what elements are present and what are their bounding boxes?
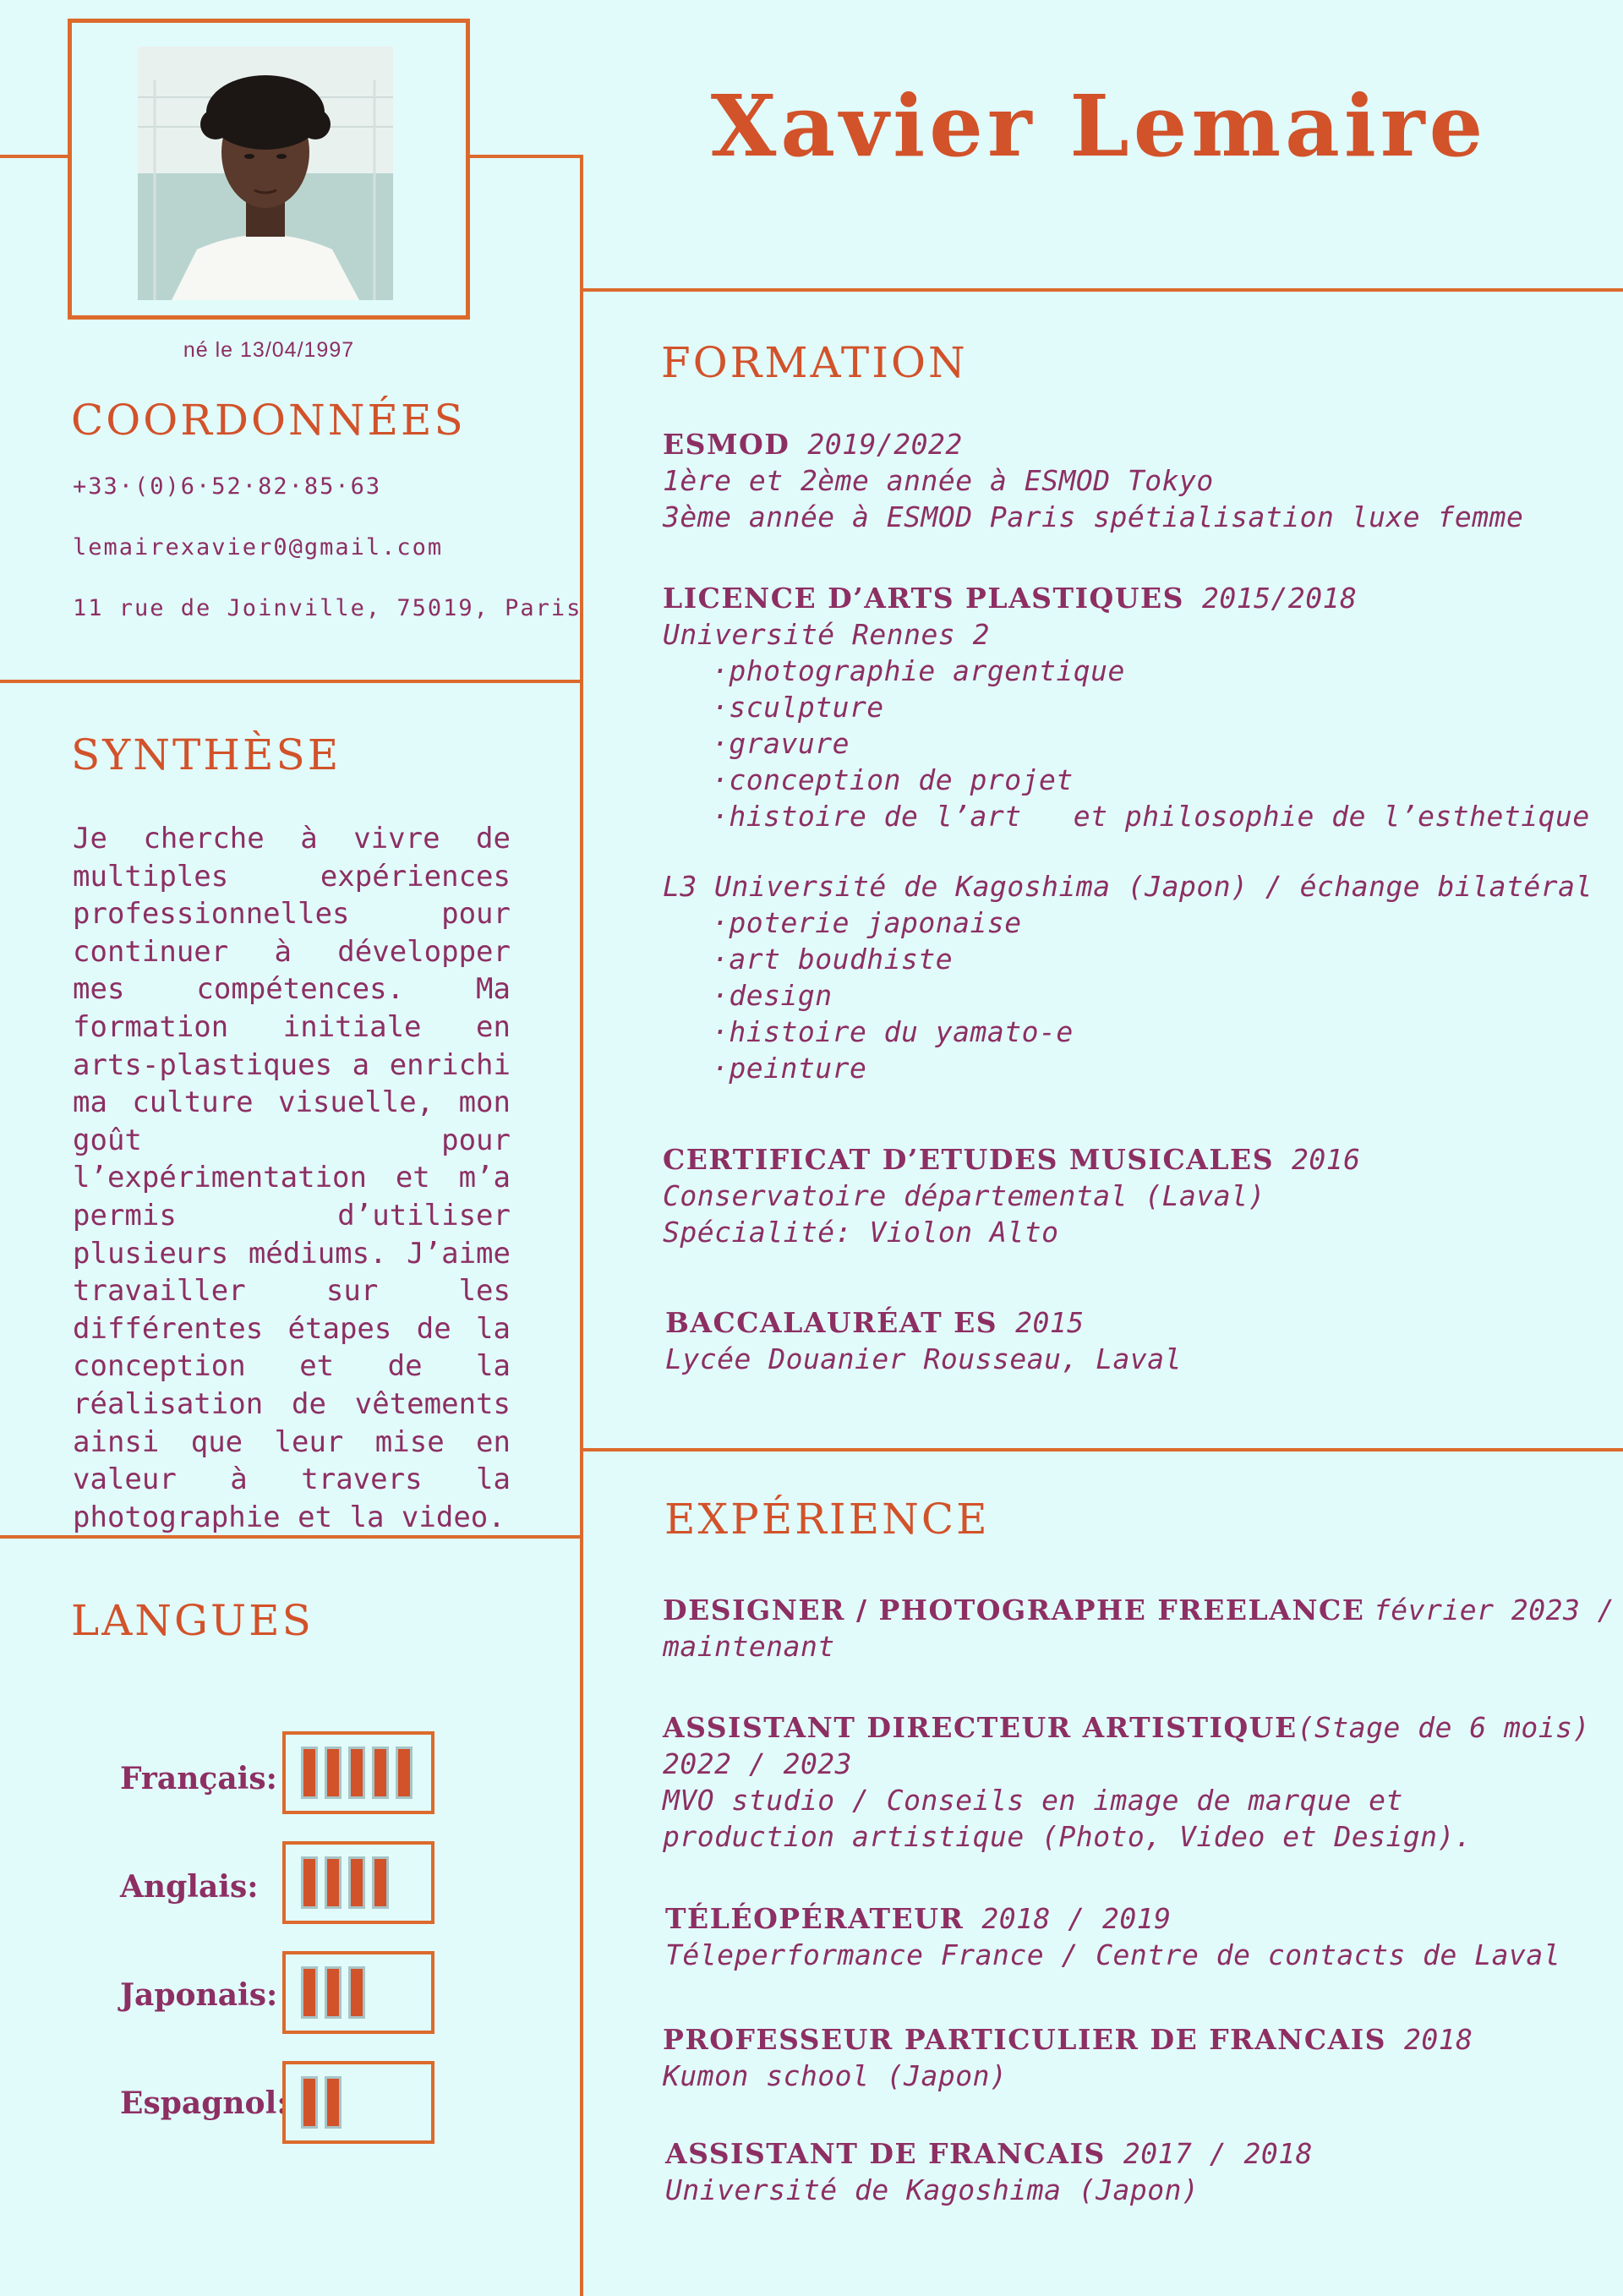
job-title: TÉLÉOPÉRATEUR: [665, 1902, 965, 1935]
level-bar: [301, 1747, 318, 1799]
language-level-francais: [282, 1731, 434, 1814]
langues-heading: LANGUES: [71, 1596, 314, 1645]
level-bar: [325, 1747, 342, 1799]
level-bar: [325, 1966, 342, 2019]
list-item: ·poterie japonaise: [712, 906, 1022, 939]
exchange-line: L3 Université de Kagoshima (Japon) / échange bilatéral: [663, 870, 1593, 903]
detail-line: 3ème année à ESMOD Paris spétialisation luxe femme: [663, 500, 1524, 533]
experience-assistant-da: [663, 1709, 1590, 1855]
detail-line: Kumon school (Japon): [663, 2059, 1008, 2092]
experience-heading: EXPÉRIENCE: [664, 1495, 990, 1544]
dates: février 2023 /: [1373, 1594, 1615, 1626]
full-name: Xavier Lemaire: [710, 76, 1488, 176]
dates: 2018: [1403, 2023, 1473, 2056]
language-label: Japonais:: [120, 1977, 278, 2013]
profile-photo: [138, 46, 393, 300]
list-item: ·photographie argentique: [712, 654, 1125, 687]
experience-prof: [663, 2021, 1473, 2094]
job-title: PROFESSEUR PARTICULIER DE FRANCAIS: [663, 2023, 1386, 2056]
detail-line: Lycée Douanier Rousseau, Laval: [665, 1342, 1183, 1375]
phone-number[interactable]: +33·(0)6·52·82·85·63: [73, 473, 382, 500]
language-level-japonais: [282, 1951, 434, 2034]
level-bar: [396, 1747, 413, 1799]
formation-divider: [580, 1448, 1623, 1451]
language-label: Anglais:: [120, 1869, 259, 1905]
list-item: ·art boudhiste: [712, 943, 954, 976]
level-bar: [348, 1856, 365, 1909]
level-bar: [348, 1747, 365, 1799]
birth-date: né le 13/04/1997: [183, 338, 355, 362]
vertical-divider: [580, 155, 583, 2296]
dates: 2019/2022: [807, 428, 963, 461]
language-label: Espagnol:: [120, 2086, 288, 2121]
contact-heading: COORDONNÉES: [71, 396, 466, 445]
detail-line: Conservatoire départemental (Laval): [663, 1179, 1265, 1212]
formation-musique: [663, 1141, 1361, 1250]
level-bar: [372, 1856, 389, 1909]
synthese-text: Je cherche à vivre de multiples expériences professionnelles pour continuer à développer mes compétences. Ma formation initiale en arts-plastiques a enrichi ma culture visuelle, mon goût pour l’expérimentation et m’a permis d’utiliser plusieurs médiums. J’aime travailler sur les différentes étapes de la conception et de la réalisation de vêtements ainsi que leur mise en valeur à travers la photographie et la video.: [73, 822, 511, 1534]
dates: 2015: [1015, 1306, 1085, 1339]
list-item: ·histoire de l’art et philosophie de l’esthetique: [712, 800, 1590, 833]
detail-line: MVO studio / Conseils en image de marque et: [663, 1784, 1403, 1817]
dates: 2017 / 2018: [1123, 2137, 1313, 2170]
experience-designer: [663, 1592, 1615, 1665]
list-item: ·histoire du yamato-e: [712, 1015, 1074, 1048]
formation-bac: [665, 1304, 1182, 1377]
photo-right-connector: [467, 155, 582, 158]
job-title: DESIGNER / PHOTOGRAPHE FREELANCE: [663, 1594, 1365, 1626]
contact-divider: [0, 680, 583, 683]
formation-licence: [663, 580, 1590, 834]
language-level-espagnol: [282, 2061, 434, 2144]
dates: maintenant: [663, 1630, 835, 1663]
list-item: ·sculpture: [712, 691, 884, 724]
list-item: ·gravure: [712, 727, 850, 760]
dates: 2022 / 2023: [663, 1747, 853, 1780]
synthese-heading: SYNTHÈSE: [71, 730, 342, 779]
name-underline: [580, 288, 1623, 292]
level-bar: [301, 1856, 318, 1909]
school-name: Université Rennes 2: [663, 618, 990, 651]
detail-line: Téleperformance France / Centre de contacts de Laval: [665, 1938, 1561, 1971]
dates: 2015/2018: [1202, 582, 1358, 615]
level-bar: [325, 1856, 342, 1909]
list-item: ·conception de projet: [712, 763, 1074, 796]
job-note: (Stage de 6 mois): [1297, 1711, 1590, 1744]
email-address[interactable]: lemairexavier0@gmail.com: [73, 534, 444, 560]
dates: 2016: [1292, 1143, 1361, 1176]
detail-line: Spécialité: Violon Alto: [663, 1216, 1059, 1249]
level-bar: [301, 2076, 318, 2129]
level-bar: [301, 1966, 318, 2019]
left-top-divider: [0, 155, 71, 158]
postal-address: 11 rue de Joinville, 75019, Paris: [73, 595, 582, 621]
formation-kagoshima: [663, 868, 1593, 1086]
detail-line: Université de Kagoshima (Japon): [665, 2173, 1199, 2206]
language-level-anglais: [282, 1841, 434, 1924]
experience-assistant-fr: [665, 2135, 1313, 2208]
level-bar: [325, 2076, 342, 2129]
detail-line: production artistique (Photo, Video et Design).: [663, 1820, 1473, 1853]
list-item: ·design: [712, 979, 833, 1012]
degree-name: BACCALAURÉAT ES: [665, 1306, 998, 1339]
detail-line: 1ère et 2ème année à ESMOD Tokyo: [663, 464, 1214, 497]
level-bar: [372, 1747, 389, 1799]
formation-heading: FORMATION: [661, 338, 968, 387]
degree-name: CERTIFICAT D’ETUDES MUSICALES: [663, 1143, 1275, 1176]
job-title: ASSISTANT DE FRANCAIS: [665, 2137, 1106, 2170]
photo-frame: [68, 19, 470, 320]
job-title: ASSISTANT DIRECTEUR ARTISTIQUE: [663, 1711, 1298, 1744]
level-bar: [348, 1966, 365, 2019]
list-item: ·peinture: [712, 1052, 867, 1085]
school-name: ESMOD: [663, 428, 790, 461]
language-label: Français:: [120, 1761, 277, 1796]
dates: 2018 / 2019: [981, 1902, 1172, 1935]
degree-name: LICENCE D’ARTS PLASTIQUES: [663, 582, 1185, 615]
experience-teleop: [665, 1900, 1560, 1973]
formation-esmod: [663, 426, 1523, 535]
